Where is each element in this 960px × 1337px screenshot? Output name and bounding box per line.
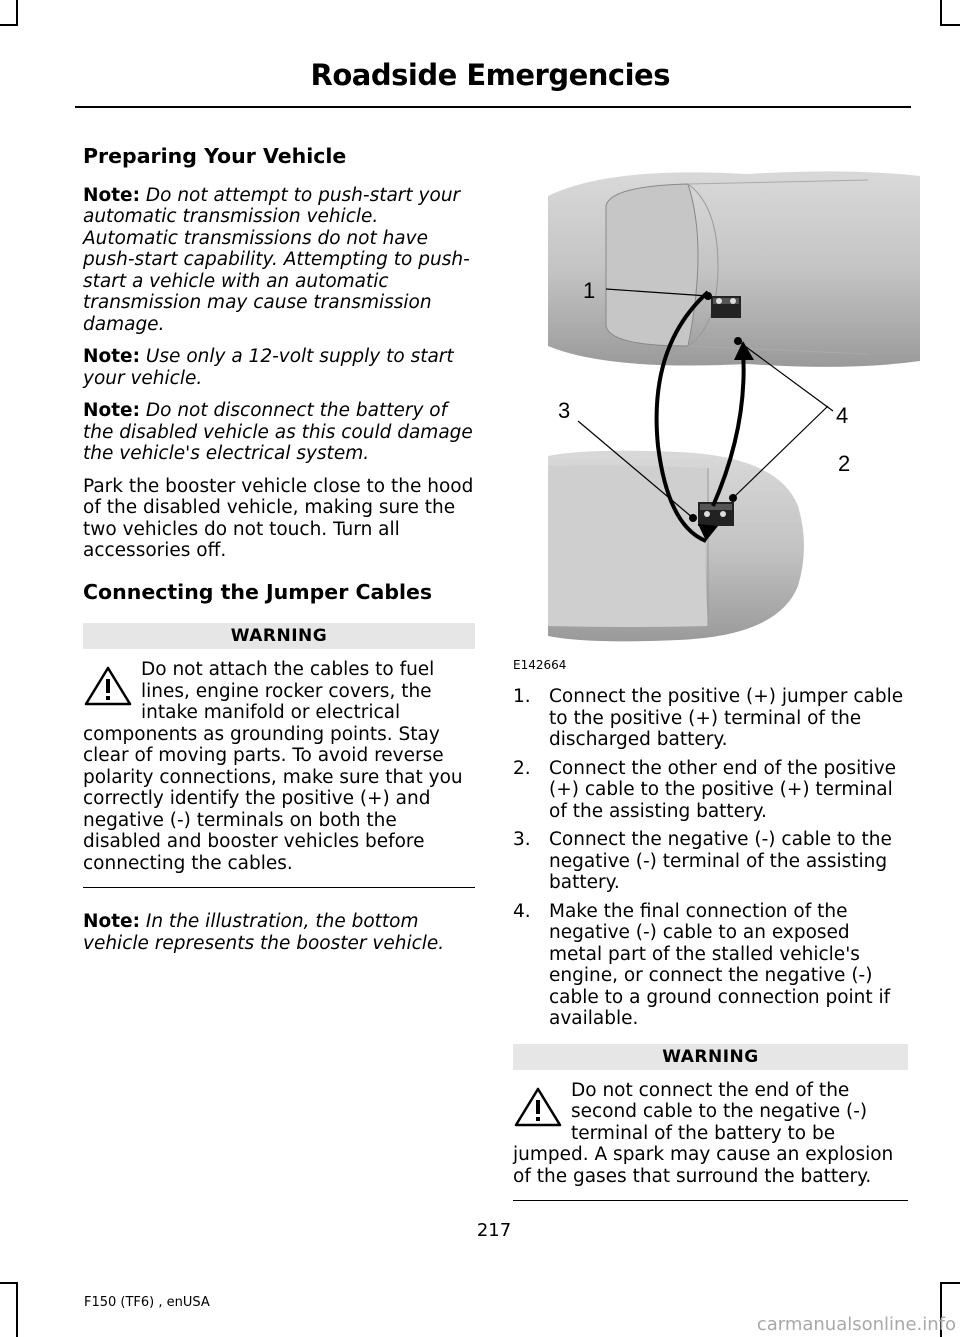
note-text: In the illustration, the bottom vehicle represents the booster vehicle.: [83, 911, 445, 954]
booster-vehicle: [548, 451, 804, 642]
warning-rule: [513, 1200, 908, 1201]
warning-box: [83, 659, 475, 874]
page-number: 217: [476, 1220, 512, 1241]
disabled-vehicle: [548, 171, 920, 366]
left-column: [83, 146, 475, 965]
warning-text: Do not attach the cables to fuel lines, engine rocker covers, the intake manifold or electrical components as grounding points. Stay clear of moving parts. To avoid reverse polarity connections, make sure that you correctly identify the positive (+) and negative (-) terminals on both the disabled and booster vehicles before connecting the cables.: [83, 659, 463, 874]
list-item: [513, 901, 908, 1030]
section-heading: Connecting the Jumper Cables: [83, 579, 433, 604]
step-text: Connect the negative (-) cable to the negative (-) terminal of the assisting battery.: [549, 829, 892, 893]
crop-mark: [0, 1282, 18, 1284]
crop-mark: [16, 0, 18, 26]
warning-rule: [83, 887, 475, 888]
note: [83, 911, 475, 954]
list-item: [513, 829, 908, 894]
step-number: 2.: [513, 757, 531, 779]
note-label: Note:: [83, 400, 140, 421]
note: [83, 185, 475, 336]
warning-triangle-icon: [83, 665, 133, 707]
step-number: 4.: [513, 900, 531, 922]
note-label: Note:: [83, 184, 140, 206]
note-label: Note:: [83, 911, 140, 932]
crop-mark: [940, 0, 942, 26]
warning-triangle-icon: [513, 1086, 563, 1128]
crop-mark: [16, 1282, 18, 1337]
note-text: Do not attempt to push-start your automatic transmission vehicle. Automatic transmissions do not have push-start capability. Attempting to push-start a vehicle with an automatic transmission may cause transmission damage.: [83, 184, 470, 335]
list-item: [513, 758, 908, 823]
warning-header: WARNING: [83, 623, 475, 649]
section-heading: Preparing Your Vehicle: [83, 144, 347, 168]
note-text: Use only a 12-volt supply to start your vehicle.: [83, 346, 454, 389]
crop-mark: [942, 1282, 960, 1284]
watermark: carmanualsonline.info: [756, 1314, 956, 1335]
list-item: [513, 686, 908, 751]
step-text: Connect the positive (+) jumper cable to the positive (+) terminal of the discharged battery.: [549, 686, 904, 750]
callout-label: 2: [838, 451, 851, 476]
step-text: Make the final connection of the negative (-) cable to an exposed metal part of the stalled vehicle's engine, or connect the negative (-) cable to a ground connection point if available.: [549, 900, 891, 1029]
callout-label: 3: [558, 398, 571, 423]
crop-mark: [0, 24, 18, 26]
note-text: Do not disconnect the battery of the disabled vehicle as this could damage the vehicle's electrical system.: [83, 400, 473, 464]
warning-header: WARNING: [513, 1044, 908, 1070]
note: [83, 346, 475, 389]
warning-box: [513, 1080, 908, 1188]
note: [83, 400, 475, 465]
right-column: [513, 686, 908, 1224]
footer-text: F150 (TF6) , enUSA: [84, 1295, 210, 1310]
callout-label: 4: [836, 403, 849, 428]
step-number: 1.: [513, 686, 531, 707]
jump-start-illustration: [548, 146, 920, 676]
paragraph: Park the booster vehicle close to the hood of the disabled vehicle, making sure the two vehicles do not touch. Turn all accessories off.: [83, 475, 474, 561]
steps-list: [513, 686, 908, 1030]
note-label: Note:: [83, 346, 140, 367]
page-header-title: Roadside Emergencies: [310, 58, 670, 92]
crop-mark: [942, 24, 960, 26]
figure-code: E142664: [513, 658, 567, 672]
step-text: Connect the other end of the positive (+) cable to the positive (+) terminal of the assisting battery.: [549, 757, 897, 822]
header-rule: [75, 106, 911, 108]
callout-label: 1: [583, 278, 596, 303]
warning-text: Do not connect the end of the second cable to the negative (-) terminal of the battery to be jumped. A spark may cause an explosion of the gases that surround the battery.: [513, 1079, 894, 1187]
step-number: 3.: [513, 829, 531, 850]
